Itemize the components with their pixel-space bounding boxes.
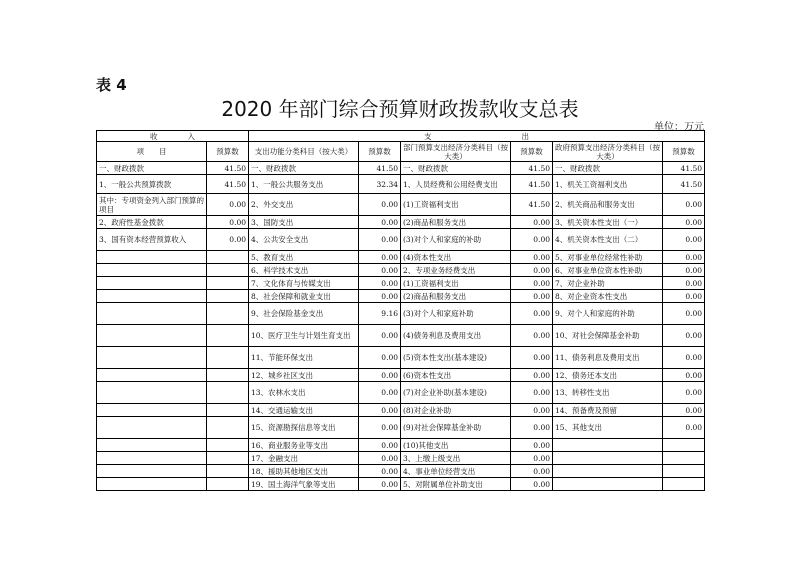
table-row xyxy=(97,417,705,439)
table-row xyxy=(97,162,705,175)
dept-econ-item: (2)商品和服务支出 xyxy=(401,216,511,229)
func-class-amount: 0.00 xyxy=(359,251,401,264)
table-row xyxy=(97,325,705,347)
income-amount xyxy=(207,465,249,478)
gov-econ-item: 12、债务还本支出 xyxy=(553,369,663,382)
func-class-item: 13、农林水支出 xyxy=(249,382,359,404)
dept-econ-amount: 0.00 xyxy=(511,229,553,251)
income-item: 一、财政拨款 xyxy=(97,162,207,175)
expense-header: 支 出 xyxy=(249,131,705,142)
gov-econ-amount xyxy=(663,465,705,478)
dept-econ-item: (6)资本性支出 xyxy=(401,369,511,382)
func-class-amount: 0.00 xyxy=(359,369,401,382)
income-item xyxy=(97,347,207,369)
dept-econ-item: 2、专项业务经费支出 xyxy=(401,264,511,277)
table-row xyxy=(97,303,705,325)
func-class-item: 6、科学技术支出 xyxy=(249,264,359,277)
income-amount xyxy=(207,382,249,404)
func-class-item: 19、国土海洋气象等支出 xyxy=(249,478,359,491)
income-item: 3、国有资本经营预算收入 xyxy=(97,229,207,251)
dept-econ-item: (1)工资福利支出 xyxy=(401,277,511,290)
func-class-item: 1、一般公共服务支出 xyxy=(249,175,359,194)
func-class-amount: 9.16 xyxy=(359,303,401,325)
gov-econ-item xyxy=(553,465,663,478)
income-item xyxy=(97,417,207,439)
gov-econ-amount xyxy=(663,478,705,491)
func-class-amount: 0.00 xyxy=(359,290,401,303)
dept-econ-amount: 0.00 xyxy=(511,290,553,303)
dept-econ-amount: 0.00 xyxy=(511,439,553,452)
func-class-item: 18、援助其他地区支出 xyxy=(249,465,359,478)
dept-econ-item: (3)对个人和家庭补助 xyxy=(401,303,511,325)
income-item xyxy=(97,382,207,404)
dept-econ-amount: 0.00 xyxy=(511,465,553,478)
income-item: 2、政府性基金拨款 xyxy=(97,216,207,229)
func-class-amount: 0.00 xyxy=(359,417,401,439)
dept-econ-item: 一、财政拨款 xyxy=(401,162,511,175)
dept-econ-item: (4)债务利息及费用支出 xyxy=(401,325,511,347)
income-amount: 0.00 xyxy=(207,194,249,216)
income-amount xyxy=(207,251,249,264)
func-class-amount: 0.00 xyxy=(359,264,401,277)
func-class-item: 8、社会保障和就业支出 xyxy=(249,290,359,303)
dept-econ-amount: 0.00 xyxy=(511,303,553,325)
dept-econ-amount: 41.50 xyxy=(511,162,553,175)
income-amount xyxy=(207,347,249,369)
table-row xyxy=(97,404,705,417)
income-item xyxy=(97,303,207,325)
budget-table xyxy=(96,130,705,491)
income-amount xyxy=(207,404,249,417)
income-item xyxy=(97,452,207,465)
gov-econ-item: 10、对社会保障基金补助 xyxy=(553,325,663,347)
dept-econ-item: (4)资本性支出 xyxy=(401,251,511,264)
income-item xyxy=(97,290,207,303)
table-row xyxy=(97,251,705,264)
income-header: 收 入 xyxy=(97,131,249,142)
income-item xyxy=(97,264,207,277)
gov-econ-amount: 0.00 xyxy=(663,417,705,439)
gov-econ-item: 3、机关资本性支出（一） xyxy=(553,216,663,229)
gov-econ-amount: 0.00 xyxy=(663,369,705,382)
income-amount xyxy=(207,452,249,465)
income-amount xyxy=(207,369,249,382)
gov-econ-item: 13、转移性支出 xyxy=(553,382,663,404)
gov-econ-amount: 0.00 xyxy=(663,325,705,347)
income-amount xyxy=(207,325,249,347)
gov-econ-item xyxy=(553,452,663,465)
gov-econ-item: 一、财政拨款 xyxy=(553,162,663,175)
income-item xyxy=(97,369,207,382)
table-label: 表 4 xyxy=(96,76,127,94)
dept-econ-amount: 0.00 xyxy=(511,277,553,290)
income-amount xyxy=(207,303,249,325)
dept-econ-item: 4、事业单位经营支出 xyxy=(401,465,511,478)
func-class-amount: 0.00 xyxy=(359,347,401,369)
table-row xyxy=(97,347,705,369)
dept-econ-item: (9)对社会保障基金补助 xyxy=(401,417,511,439)
dept-econ-amount: 0.00 xyxy=(511,264,553,277)
gov-econ-amount: 0.00 xyxy=(663,229,705,251)
func-class-item: 9、社会保险基金支出 xyxy=(249,303,359,325)
func-class-item: 3、国防支出 xyxy=(249,216,359,229)
gov-econ-item: 1、机关工资福利支出 xyxy=(553,175,663,194)
func-class-amount: 0.00 xyxy=(359,404,401,417)
table-row xyxy=(97,290,705,303)
income-amount xyxy=(207,290,249,303)
amount-header: 预算数 xyxy=(359,142,401,162)
income-item xyxy=(97,465,207,478)
dept-econ-item: (3)对个人和家庭的补助 xyxy=(401,229,511,251)
page-title: 2020 年部门综合预算财政拨款收支总表 xyxy=(221,97,579,121)
table-row xyxy=(97,216,705,229)
dept-econ-item: 5、对附属单位补助支出 xyxy=(401,478,511,491)
gov-econ-item: 11、债务利息及费用支出 xyxy=(553,347,663,369)
income-item: 1、一般公共预算拨款 xyxy=(97,175,207,194)
income-item xyxy=(97,325,207,347)
table-row xyxy=(97,264,705,277)
income-amount xyxy=(207,478,249,491)
income-item: 其中：专项资金列入部门预算的项目 xyxy=(97,194,207,216)
gov-econ-amount: 0.00 xyxy=(663,251,705,264)
project-header: 项 目 xyxy=(97,142,207,162)
gov-econ-item: 7、对企业补助 xyxy=(553,277,663,290)
dept-econ-amount: 0.00 xyxy=(511,478,553,491)
gov-econ-item xyxy=(553,478,663,491)
func-class-item: 14、交通运输支出 xyxy=(249,404,359,417)
unit-label: 单位：万元 xyxy=(654,122,704,133)
func-class-header: 支出功能分类科目（按大类） xyxy=(249,142,359,162)
func-class-amount: 0.00 xyxy=(359,478,401,491)
income-item xyxy=(97,404,207,417)
income-amount xyxy=(207,417,249,439)
income-item xyxy=(97,478,207,491)
income-amount xyxy=(207,439,249,452)
gov-econ-amount: 0.00 xyxy=(663,404,705,417)
func-class-amount: 0.00 xyxy=(359,229,401,251)
gov-econ-amount xyxy=(663,439,705,452)
func-class-item: 15、资源勘探信息等支出 xyxy=(249,417,359,439)
dept-econ-amount: 0.00 xyxy=(511,216,553,229)
gov-econ-amount: 0.00 xyxy=(663,382,705,404)
dept-econ-amount: 0.00 xyxy=(511,417,553,439)
table-row xyxy=(97,452,705,465)
table-row xyxy=(97,439,705,452)
func-class-item: 12、城乡社区支出 xyxy=(249,369,359,382)
gov-econ-amount: 41.50 xyxy=(663,162,705,175)
gov-econ-item: 4、机关资本性支出（二） xyxy=(553,229,663,251)
dept-econ-item: (7)对企业补助(基本建设) xyxy=(401,382,511,404)
dept-econ-amount: 41.50 xyxy=(511,175,553,194)
func-class-amount: 0.00 xyxy=(359,465,401,478)
gov-econ-item: 5、对事业单位经常性补助 xyxy=(553,251,663,264)
func-class-item: 7、文化体育与传媒支出 xyxy=(249,277,359,290)
income-amount: 41.50 xyxy=(207,175,249,194)
func-class-amount: 0.00 xyxy=(359,382,401,404)
dept-econ-item: (5)资本性支出(基本建设) xyxy=(401,347,511,369)
gov-econ-item: 9、对个人和家庭的补助 xyxy=(553,303,663,325)
func-class-item: 11、节能环保支出 xyxy=(249,347,359,369)
income-amount: 41.50 xyxy=(207,162,249,175)
func-class-amount: 0.00 xyxy=(359,325,401,347)
income-amount xyxy=(207,264,249,277)
dept-econ-item: (2)商品和服务支出 xyxy=(401,290,511,303)
func-class-amount: 0.00 xyxy=(359,277,401,290)
func-class-amount: 0.00 xyxy=(359,194,401,216)
dept-econ-amount: 0.00 xyxy=(511,452,553,465)
table-row xyxy=(97,175,705,194)
dept-econ-amount: 41.50 xyxy=(511,194,553,216)
table-row xyxy=(97,465,705,478)
func-class-amount: 41.50 xyxy=(359,162,401,175)
dept-econ-amount: 0.00 xyxy=(511,382,553,404)
table-row xyxy=(97,194,705,216)
amount-header: 预算数 xyxy=(511,142,553,162)
func-class-amount: 0.00 xyxy=(359,216,401,229)
dept-econ-item: 1、人员经费和公用经费支出 xyxy=(401,175,511,194)
func-class-item: 16、商业服务业等支出 xyxy=(249,439,359,452)
func-class-item: 17、金融支出 xyxy=(249,452,359,465)
income-item xyxy=(97,251,207,264)
gov-econ-item xyxy=(553,439,663,452)
dept-econ-amount: 0.00 xyxy=(511,369,553,382)
dept-econ-amount: 0.00 xyxy=(511,251,553,264)
func-class-item: 5、教育支出 xyxy=(249,251,359,264)
gov-econ-amount: 41.50 xyxy=(663,175,705,194)
dept-econ-header: 部门预算支出经济分类科目（按大类） xyxy=(401,142,511,162)
func-class-item: 4、公共安全支出 xyxy=(249,229,359,251)
gov-econ-item: 15、其他支出 xyxy=(553,417,663,439)
dept-econ-amount: 0.00 xyxy=(511,347,553,369)
table-row xyxy=(97,229,705,251)
gov-econ-amount xyxy=(663,452,705,465)
func-class-amount: 0.00 xyxy=(359,439,401,452)
func-class-item: 10、医疗卫生与计划生育支出 xyxy=(249,325,359,347)
income-amount: 0.00 xyxy=(207,216,249,229)
gov-econ-amount: 0.00 xyxy=(663,290,705,303)
func-class-item: 一、财政拨款 xyxy=(249,162,359,175)
amount-header: 预算数 xyxy=(207,142,249,162)
gov-econ-item: 2、机关商品和服务支出 xyxy=(553,194,663,216)
income-amount xyxy=(207,277,249,290)
gov-econ-amount: 0.00 xyxy=(663,194,705,216)
func-class-amount: 0.00 xyxy=(359,452,401,465)
amount-header: 预算数 xyxy=(663,142,705,162)
gov-econ-amount: 0.00 xyxy=(663,303,705,325)
gov-econ-amount: 0.00 xyxy=(663,264,705,277)
dept-econ-item: (10)其他支出 xyxy=(401,439,511,452)
dept-econ-item: (1)工资福利支出 xyxy=(401,194,511,216)
income-item xyxy=(97,439,207,452)
table-row xyxy=(97,382,705,404)
income-amount: 0.00 xyxy=(207,229,249,251)
gov-econ-amount: 0.00 xyxy=(663,216,705,229)
table-row xyxy=(97,369,705,382)
table-row xyxy=(97,277,705,290)
func-class-amount: 32.34 xyxy=(359,175,401,194)
gov-econ-amount: 0.00 xyxy=(663,347,705,369)
table-row xyxy=(97,478,705,491)
dept-econ-item: (8)对企业补助 xyxy=(401,404,511,417)
income-item xyxy=(97,277,207,290)
dept-econ-item: 3、上缴上级支出 xyxy=(401,452,511,465)
gov-econ-item: 6、对事业单位资本性补助 xyxy=(553,264,663,277)
dept-econ-amount: 0.00 xyxy=(511,325,553,347)
header-row-top xyxy=(97,131,705,142)
gov-econ-item: 14、预备费及预留 xyxy=(553,404,663,417)
dept-econ-amount: 0.00 xyxy=(511,404,553,417)
gov-econ-item: 8、对企业资本性支出 xyxy=(553,290,663,303)
func-class-item: 2、外交支出 xyxy=(249,194,359,216)
header-row-sub xyxy=(97,142,705,162)
gov-econ-amount: 0.00 xyxy=(663,277,705,290)
gov-econ-header: 政府预算支出经济分类科目（按大类） xyxy=(553,142,663,162)
